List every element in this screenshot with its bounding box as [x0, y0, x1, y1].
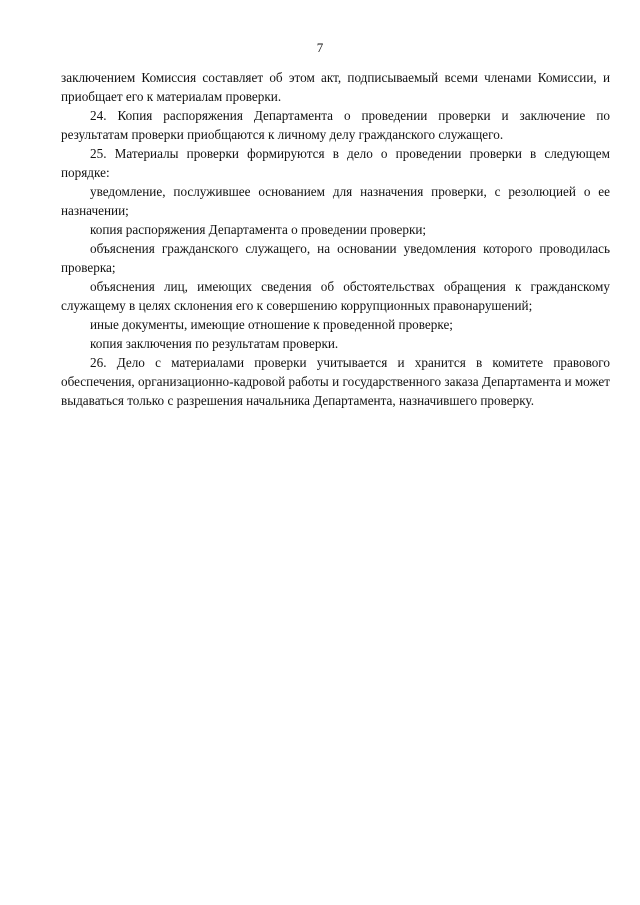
list-item-servant-explanations: объяснения гражданского служащего, на основании уведомления которого проводилась проверка;	[61, 241, 610, 275]
list-item-notification: уведомление, послужившее основанием для назначения проверки, с резолюцией о ее назначении;	[61, 184, 610, 218]
list-item-conclusion-copy: копия заключения по результатам проверки.	[90, 336, 339, 351]
list-item-other-documents: иные документы, имеющие отношение к проведенной проверке;	[90, 317, 453, 332]
paragraph-item-26: 26. Дело с материалами проверки учитывается и хранится в комитете правового обеспечения, организационно-кадровой работы и государственного заказа Департамента и может выдаваться только с разрешения начальника Департамента, назначившего проверку.	[61, 355, 610, 408]
document-body	[61, 68, 610, 410]
paragraph-item-24: 24. Копия распоряжения Департамента о проведении проверки и заключение по результатам проверки приобщаются к личному делу гражданского служащего.	[61, 108, 610, 142]
list-item-order-copy: копия распоряжения Департамента о проведении проверки;	[90, 222, 427, 237]
paragraph-item-25: 25. Материалы проверки формируются в дело о проведении проверки в следующем порядке:	[61, 146, 610, 180]
page-number: 7	[316, 40, 324, 55]
list-item-persons-explanations: объяснения лиц, имеющих сведения об обстоятельствах обращения к гражданскому служащему в целях склонения его к совершению коррупционных правонарушений;	[61, 279, 610, 313]
paragraph-continuation: заключением Комиссия составляет об этом акт, подписываемый всеми членами Комиссии, и приобщает его к материалам проверки.	[61, 70, 610, 104]
